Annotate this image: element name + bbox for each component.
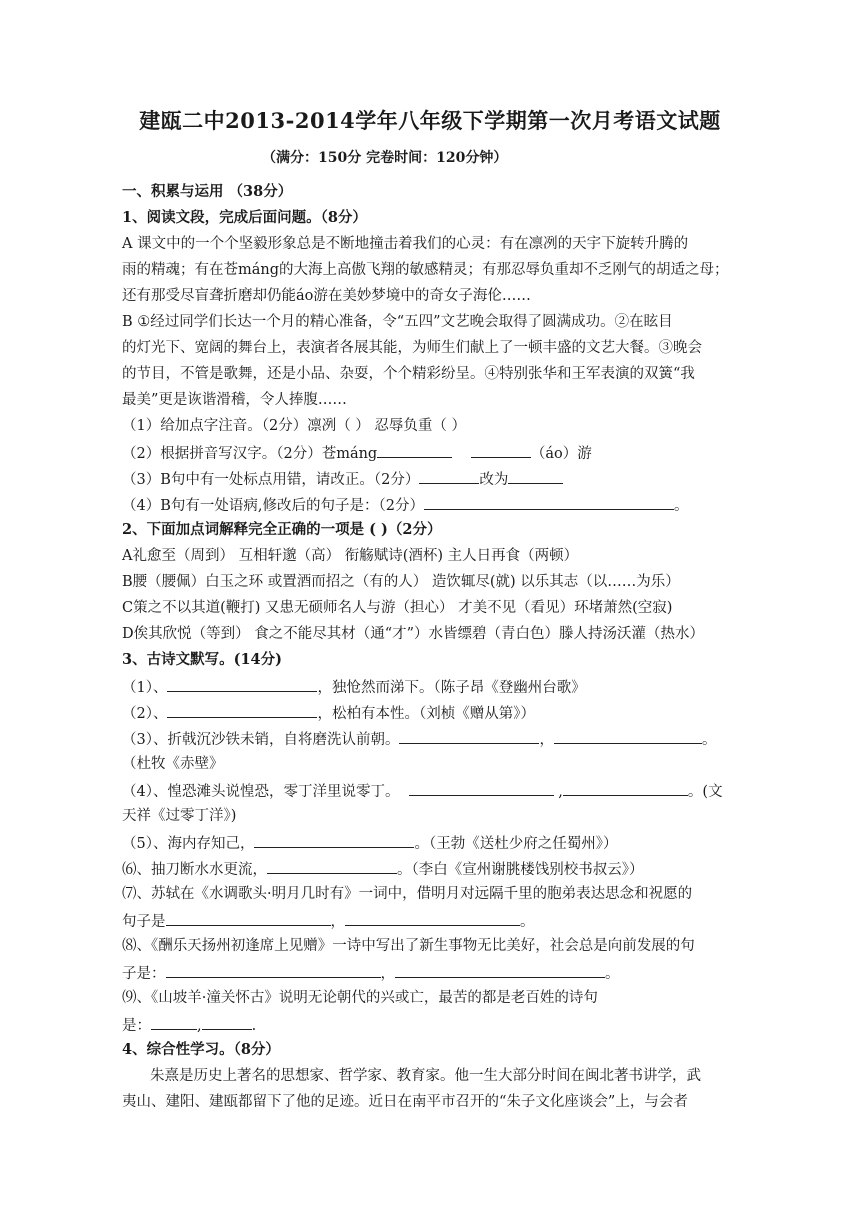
option-d: D俟其欣悦（等到） 食之不能尽其材（通“才”）水皆缥碧（青白色）滕人持汤沃灌（热水） — [122, 626, 705, 642]
question-3-heading: 3、古诗文默写。(14分) — [122, 651, 282, 668]
item-label: （1）、 — [122, 680, 168, 696]
answer-blank[interactable] — [377, 443, 452, 458]
option-a: A礼愈至（周到） 互相轩邈（高） 衔觞赋诗(酒杯) 主人日再食（两顿） — [122, 548, 579, 564]
question-1-heading: 1、阅读文段，完成后面问题。（8分） — [122, 209, 367, 226]
item-text: 是： — [122, 1018, 151, 1034]
passage-a-line: 雨的精魂；有在苍máng的大海上高傲飞翔的敏感精灵；有那忍辱负重却不乏刚气的胡适之母； — [122, 262, 729, 278]
answer-blank[interactable] — [167, 677, 317, 692]
answer-blank[interactable] — [508, 469, 563, 484]
item-text: ⑹、抽刀断水水更流， — [122, 862, 267, 878]
question-4-heading: 4、综合性学习。（8分） — [122, 1041, 280, 1058]
item-label: （2）、 — [122, 706, 168, 722]
answer-blank[interactable] — [399, 729, 539, 744]
sub-question-4 — [122, 495, 732, 515]
item-text: ，独怆然而涕下。（陈子昂《登幽州台歌》 — [317, 680, 586, 696]
poem-line-9: ⑼、《山坡羊·潼关怀古》说明无论朝代的兴或亡，最苦的都是老百姓的诗句 — [122, 990, 598, 1006]
answer-blank[interactable] — [471, 443, 531, 458]
answer-blank[interactable] — [345, 911, 520, 926]
poem-line-3: （3）、折戟沉沙铁未销，自将磨洗认前朝。 ， 。 — [122, 729, 732, 749]
sub-question-3 — [122, 469, 732, 489]
passage-a-line: A 课文中的一个个坚毅形象总是不断地撞击着我们的心灵：有在凛冽的天宇下旋转升腾的 — [122, 236, 689, 252]
option-c: C策之不以其道(鞭打) 又患无硕师名人与游（担心） 才美不见（看见）环堵萧然(空寂) — [122, 600, 673, 616]
page-title: 建瓯二中2013-2014学年八年级下学期第一次月考语文试题 — [139, 108, 721, 133]
poem-line-4: （4）、惶恐滩头说惶恐，零丁洋里说零丁。 , 。(文 — [122, 781, 732, 801]
poem-line-9-answer: 是： , . — [122, 1015, 732, 1035]
passage-b-line: 的灯光下、宽阔的舞台上，表演者各展其能，为师生们献上了一顿丰盛的文艺大餐。③晚会 — [122, 340, 702, 356]
question-2-heading: 2、下面加点词解释完全正确的一项是 ( )（2分） — [122, 521, 442, 538]
poem-line-2 — [122, 703, 732, 723]
sub-question-4-text: （4）B句有一处语病,修改后的句子是：（2分） — [122, 498, 424, 514]
answer-blank[interactable] — [202, 1015, 252, 1030]
answer-blank[interactable] — [419, 469, 479, 484]
answer-blank[interactable] — [554, 729, 702, 744]
item-text: 句子是 — [122, 914, 166, 930]
passage-b-line: 的节目，不管是歌舞，还是小品、杂耍，个个精彩纷呈。④特别张华和王军表演的双簧“我 — [122, 366, 695, 382]
answer-blank[interactable] — [424, 495, 674, 510]
poem-line-6 — [122, 859, 732, 879]
poem-line-8-answer: 子是： ， 。 — [122, 963, 732, 983]
sub-question-1: （1）给加点字注音。（2分）凛冽（ ） 忍辱负重（ ） — [122, 418, 467, 434]
item-tail: 。(文 — [687, 784, 723, 800]
answer-blank[interactable] — [409, 781, 554, 796]
poem-line-5 — [122, 833, 732, 853]
passage-a-line: 还有那受尽盲聋折磨却仍能áo游在美妙梦境中的奇女子海伦…… — [122, 288, 531, 304]
sub-question-2-tail: （áo）游 — [530, 446, 592, 462]
answer-blank[interactable] — [563, 781, 688, 796]
item-text: 子是： — [122, 966, 166, 982]
poem-line-1 — [122, 677, 732, 697]
section-heading: 一、积累与运用 （38分） — [122, 183, 293, 200]
item-text: （4）、惶恐滩头说惶恐，零丁洋里说零丁。 — [122, 784, 400, 800]
poem-line-7-answer: 句子是 ， 。 — [122, 911, 732, 931]
poem-line-3-source: （杜牧《赤壁》 — [122, 756, 224, 772]
item-text: （5）、海内存知己， — [122, 836, 255, 852]
item-text: （3）、折戟沉沙铁未销，自将磨洗认前朝。 — [122, 732, 400, 748]
answer-blank[interactable] — [151, 1015, 197, 1030]
sub-question-2-text: （2）根据拼音写汉字。（2分）苍máng — [122, 446, 378, 462]
question-4-paragraph: 朱熹是历史上著名的思想家、哲学家、教育家。他一生大部分时间在闽北著书讲学，武 — [150, 1068, 701, 1084]
passage-b-line: 最美”更是诙谐滑稽，令人捧腹…… — [122, 392, 347, 408]
question-4-paragraph: 夷山、建阳、建瓯都留下了他的足迹。近日在南平市召开的“朱子文化座谈会”上，与会者 — [122, 1094, 688, 1110]
poem-line-8: ⑻、《酬乐天扬州初逢席上见赠》一诗中写出了新生事物无比美好，社会总是向前发展的句 — [122, 938, 695, 954]
item-source: 。（李白《宣州谢朓楼饯别校书叔云》） — [397, 862, 644, 878]
poem-line-4-source: 天祥《过零丁洋》) — [122, 808, 237, 824]
item-text: ，松柏有本性。（刘桢《赠从第》） — [317, 706, 535, 722]
answer-blank[interactable] — [395, 963, 605, 978]
answer-blank[interactable] — [267, 859, 397, 874]
page-subtitle: （满分：150分 完卷时间：120分钟） — [262, 150, 508, 166]
sub-question-3-text: （3）B句中有一处标点用错，请改正。（2分） — [122, 472, 420, 488]
answer-blank[interactable] — [254, 833, 414, 848]
answer-blank[interactable] — [167, 703, 317, 718]
sub-question-2 — [122, 443, 732, 463]
answer-blank[interactable] — [166, 963, 381, 978]
sub-question-3-mid: 改为 — [479, 472, 509, 488]
passage-b-line: B ①经过同学们长达一个月的精心准备，令“五四”文艺晚会取得了圆满成功。②在眩目 — [122, 314, 673, 330]
punctuation: 。 — [673, 498, 689, 514]
answer-blank[interactable] — [166, 911, 331, 926]
poem-line-7: ⑺、苏轼在《水调歌头·明月几时有》一词中，借明月对远隔千里的胞弟表达思念和祝愿的 — [122, 886, 693, 902]
item-source: 。（王勃《送杜少府之任蜀州》） — [414, 836, 618, 852]
option-b: B腰（腰佩）白玉之环 或置酒而招之（有的人） 造饮辄尽(就) 以乐其志（以……为乐） — [122, 574, 680, 590]
